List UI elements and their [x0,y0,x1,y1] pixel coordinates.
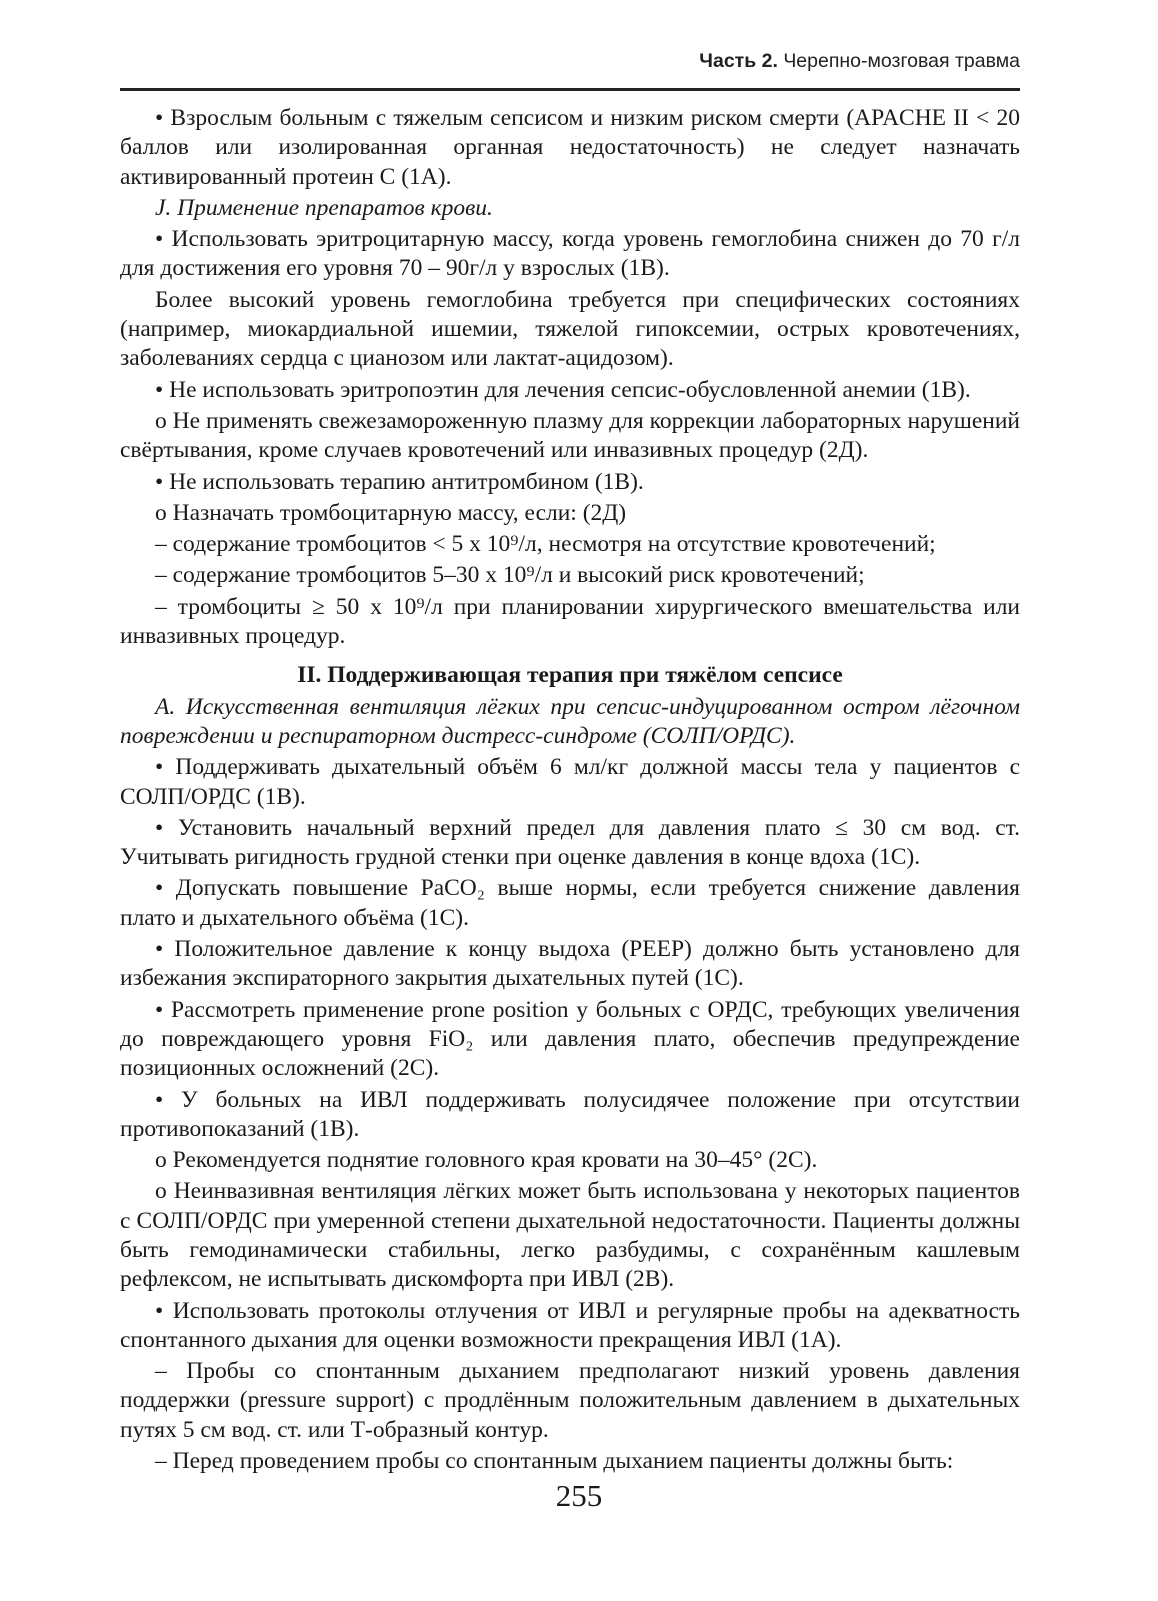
header-title: Черепно-мозговая травма [783,50,1020,72]
section-heading: II. Поддерживающая терапия при тяжёлом сепсисе [297,662,843,689]
header-rule [120,88,1020,91]
paragraph: – Пробы со спонтанным дыханием предполагают низкий уровень давления поддержки (pressure support) с продлённым положительным давлением в дыхательных путях 5 см вод. ст. или Т-образный контур. [120,1358,1020,1443]
paragraph: о Назначать тромбоцитарную массу, если: (2Д) [155,499,627,526]
paragraph: о Не применять свежезамороженную плазму для коррекции лабораторных нарушений свёртывания, кроме случаев кровотечений или инвазивных процедур (2Д). [120,407,1020,464]
page-number: 255 [555,1478,603,1513]
paragraph: • Использовать протоколы отлучения от ИВЛ и регулярные пробы на адекватность спонтанного дыхания для оценки возможности прекращения ИВЛ (1А). [120,1297,1020,1353]
paragraph: • Взрослым больным с тяжелым сепсисом и низким риском смерти (APACHE II < 20 баллов или изолированная органная недостаточность) не следует назначать активированный протеин С (1А). [120,105,1020,190]
paragraph: • Не использовать терапию антитромбином (1В). [155,468,644,495]
paragraph: • Поддерживать дыхательный объём 6 мл/кг должной массы тела у пациентов с СОЛП/ОРДС (1В). [120,754,1020,810]
running-header [120,50,1020,73]
paragraph: • Рассмотреть применение prone position у больных с ОРДС, требующих увеличения до повреждающего уровня FiO₂ или давления плато, обеспечив предупреждение позиционных осложнений (2С). [120,996,1020,1082]
paragraph: о Рекомендуется поднятие головного края кровати на 30–45° (2С). [155,1147,818,1174]
paragraph: • Положительное давление к концу выдоха (PEEP) должно быть установлено для избежания экспираторного закрытия дыхательных путей (1С). [120,936,1020,992]
header-part: Часть 2. [699,50,778,72]
paragraph: – содержание тромбоцитов < 5 х 10⁹/л, несмотря на отсутствие кровотечений; [155,531,936,558]
paragraph: • Не использовать эритропоэтин для лечения сепсис-обусловленной анемии (1В). [155,376,971,403]
paragraph: Более высокий уровень гемоглобина требуется при специфических состояниях (например, миокардиальной ишемии, тяжелой гипоксемии, острых кровотечениях, заболеваниях сердца с цианозом или лактат-ацидозом). [120,286,1020,372]
paragraph: J. Применение препаратов крови. [155,194,493,221]
page-body [120,104,1020,1478]
paragraph: – Перед проведением пробы со спонтанным дыханием пациенты должны быть: [155,1448,954,1475]
paragraph: А. Искусственная вентиляция лёгких при сепсис-индуцированном остром лёгочном повреждении и респираторном дистресс-синдроме (СОЛП/ОРДС). [120,693,1020,749]
paragraph: • Использовать эритроцитарную массу, когда уровень гемоглобина снижен до 70 г/л для достижения его уровня 70 – 90г/л у взрослых (1В). [120,226,1020,282]
paragraph: – тромбоциты ≥ 50 х 10⁹/л при планировании хирургического вмешательства или инвазивных процедур. [120,593,1020,650]
paragraph: о Неинвазивная вентиляция лёгких может быть использована у некоторых пациентов с СОЛП/ОРДС при умеренной степени дыхательной недостаточности. Пациенты должны быть гемодинамически стабильны, легко разбудимы, с сохранённым кашлевым рефлексом, не испытывать дискомфорта при ИВЛ (2В). [120,1178,1020,1293]
paragraph: • Установить начальный верхний предел для давления плато ≤ 30 см вод. ст. Учитывать ригидность грудной стенки при оценке давления в конце вдоха (1С). [120,814,1020,871]
paragraph: – содержание тромбоцитов 5–30 х 10⁹/л и высокий риск кровотечений; [155,562,865,589]
paragraph: • У больных на ИВЛ поддерживать полусидячее положение при отсутствии противопоказаний (1В). [120,1086,1020,1142]
paragraph: • Допускать повышение PaCO₂ выше нормы, если требуется снижение давления плато и дыхательного объёма (1С). [120,875,1020,931]
